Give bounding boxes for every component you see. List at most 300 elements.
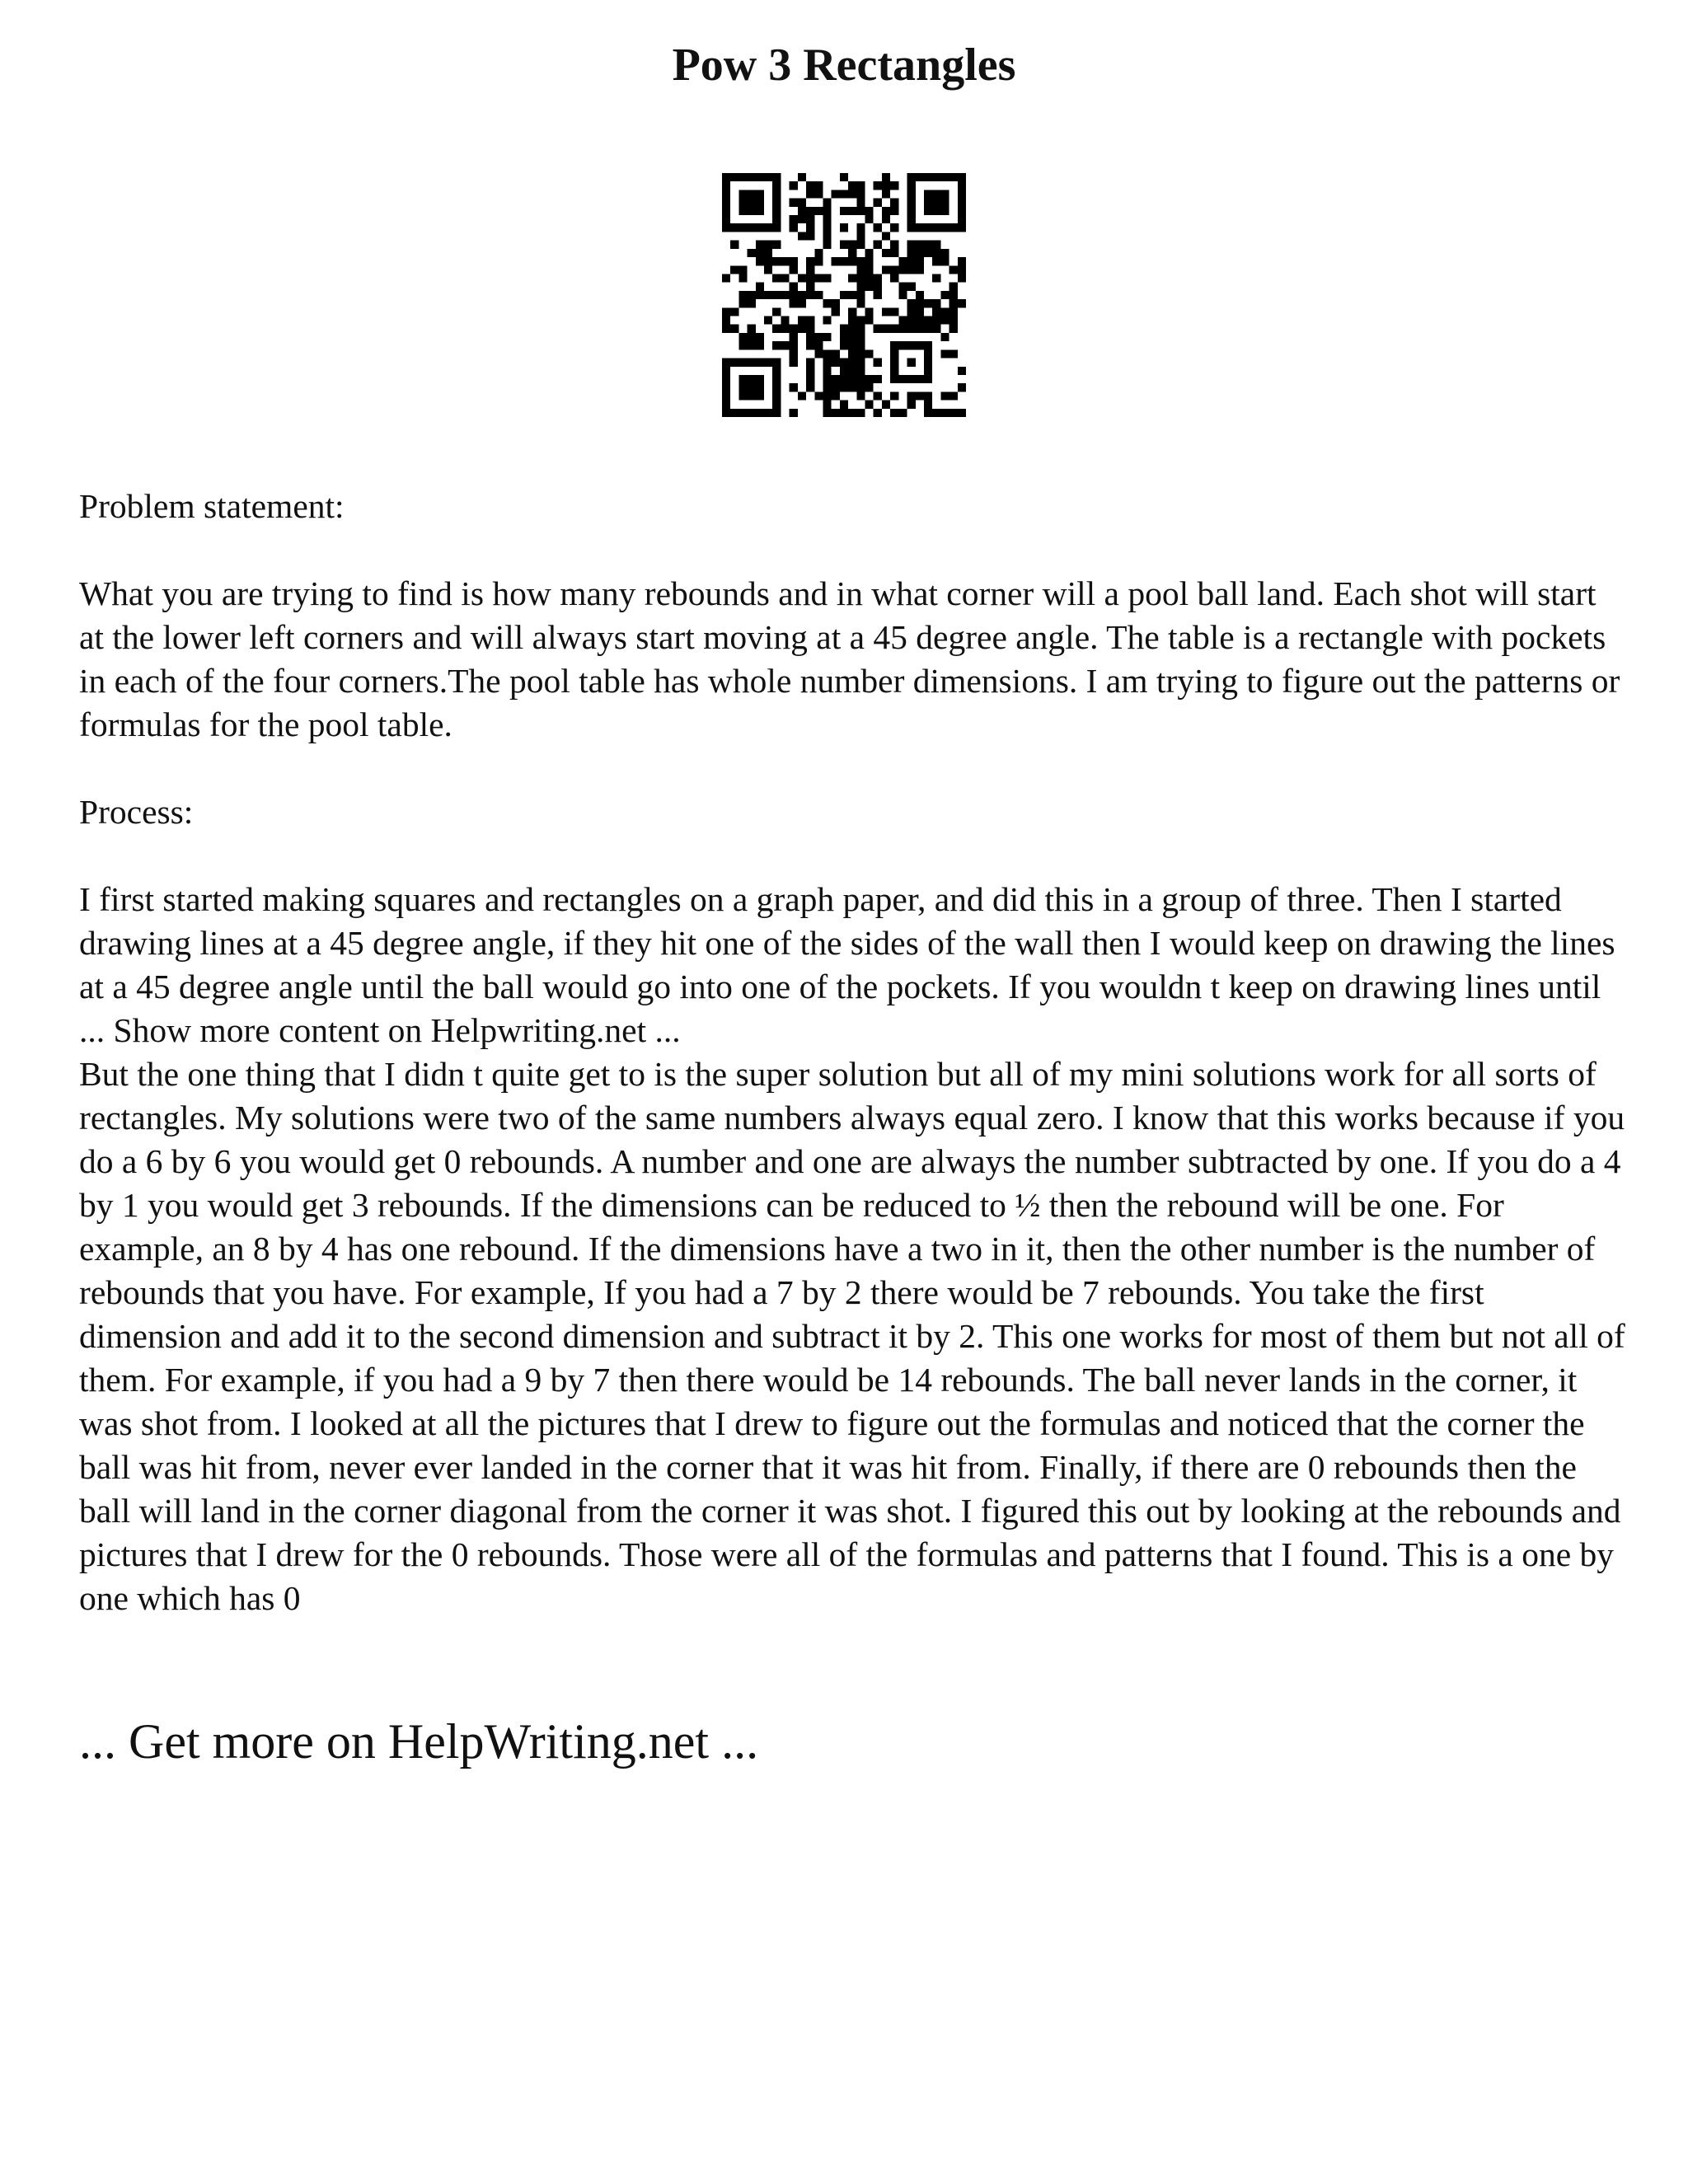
qr-module <box>848 257 856 265</box>
qr-module <box>924 409 932 417</box>
qr-module <box>722 173 730 232</box>
qr-module <box>823 391 831 400</box>
qr-module <box>950 299 958 307</box>
problem-statement-text: What you are trying to find is how many rebounds and in what corner will a pool ball land. Each shot will start at the lower left corners and will always start moving at a 45 degree angle. The table is a rectangle with pockets in each of the four corners.The pool table has whole number dimensions. I am trying to figure out the patterns or formulas for the pool table. <box>79 574 1620 743</box>
qr-module <box>848 249 856 257</box>
qr-module <box>940 409 949 417</box>
qr-module <box>840 409 848 417</box>
qr-module <box>890 223 898 232</box>
qr-module <box>806 223 814 232</box>
qr-module <box>790 341 798 349</box>
qr-module <box>772 291 781 299</box>
qr-module <box>848 307 856 316</box>
qr-module <box>738 333 747 341</box>
qr-module <box>958 173 966 232</box>
qr-module <box>840 223 848 232</box>
qr-module <box>848 375 856 383</box>
qr-module <box>856 299 865 307</box>
qr-module <box>890 249 898 257</box>
qr-module <box>748 325 756 333</box>
qr-module <box>874 375 882 383</box>
qr-module <box>916 325 924 333</box>
qr-module <box>882 181 890 190</box>
qr-module <box>865 249 874 257</box>
qr-module <box>932 307 940 316</box>
qr-module <box>781 316 789 325</box>
qr-module <box>790 283 798 291</box>
qr-module <box>840 367 848 375</box>
qr-module <box>950 307 958 316</box>
qr-module <box>916 299 924 307</box>
qr-module <box>890 274 898 282</box>
qr-module <box>798 391 806 400</box>
qr-module <box>798 299 806 307</box>
qr-module <box>890 341 898 383</box>
qr-module <box>856 223 865 232</box>
qr-module <box>790 333 798 341</box>
qr-module <box>856 199 865 207</box>
qr-module <box>814 257 823 265</box>
qr-module <box>764 265 772 274</box>
process-text: I first started making squares and rectangles on a graph paper, and did this in a group of three. Then I started drawing lines at a 45 degree angle, if they hit one of the sides of the wall then I would keep on drawing the lines at a 45 degree angle until the ball would go into one of the pockets. If you wouldn t keep on drawing lines until ... Show more content on Helpwriting.net ... <box>79 880 1615 1049</box>
qr-module <box>950 316 958 325</box>
qr-module <box>806 190 814 198</box>
qr-module <box>907 173 966 181</box>
qr-module <box>898 265 907 274</box>
qr-module <box>738 341 747 349</box>
qr-module <box>738 291 747 299</box>
qr-code-icon <box>722 173 966 417</box>
qr-module <box>890 307 898 316</box>
qr-module <box>806 274 814 282</box>
qr-module <box>940 307 949 316</box>
qr-module <box>764 241 772 249</box>
qr-module <box>848 367 856 375</box>
qr-module <box>907 316 916 325</box>
qr-module <box>823 375 831 383</box>
qr-module <box>806 359 814 367</box>
qr-module <box>907 265 916 274</box>
qr-module <box>756 249 764 257</box>
qr-module <box>874 409 882 417</box>
qr-module <box>790 349 798 358</box>
page-title: Pow 3 Rectangles <box>672 40 1016 91</box>
qr-module <box>950 409 958 417</box>
qr-module <box>856 257 865 265</box>
qr-module <box>790 325 798 333</box>
qr-module <box>730 241 738 249</box>
qr-module <box>890 199 898 207</box>
qr-module <box>848 359 856 367</box>
qr-module <box>730 265 738 274</box>
qr-module <box>856 325 865 333</box>
qr-module <box>882 325 890 333</box>
qr-module <box>890 409 898 417</box>
qr-module <box>823 274 831 282</box>
qr-module <box>958 257 966 265</box>
qr-module <box>823 401 831 409</box>
qr-module <box>865 207 874 215</box>
qr-module <box>722 223 781 232</box>
qr-module <box>932 257 940 265</box>
document-body <box>79 485 1629 1620</box>
qr-module <box>806 383 814 391</box>
qr-module <box>832 383 840 391</box>
qr-module <box>958 299 966 307</box>
qr-module <box>840 383 848 391</box>
qr-module <box>814 333 823 341</box>
qr-module <box>764 291 772 299</box>
qr-module <box>832 409 840 417</box>
qr-module <box>907 241 916 249</box>
qr-module <box>806 291 814 299</box>
qr-module <box>882 265 890 274</box>
qr-module <box>832 349 840 358</box>
qr-module <box>806 215 814 223</box>
qr-module <box>814 181 823 190</box>
qr-module <box>738 265 747 274</box>
qr-module <box>798 316 806 325</box>
qr-module <box>848 181 856 190</box>
qr-module <box>856 375 865 383</box>
qr-module <box>840 401 848 409</box>
qr-module <box>772 173 781 232</box>
qr-module <box>865 349 874 358</box>
qr-module <box>898 409 907 417</box>
qr-module <box>890 265 898 274</box>
qr-module <box>848 325 856 333</box>
qr-module <box>924 316 932 325</box>
qr-module <box>874 181 882 190</box>
qr-module <box>806 375 814 383</box>
qr-module <box>790 215 798 223</box>
paragraph-gap <box>79 528 1629 572</box>
qr-module <box>865 215 874 223</box>
qr-module <box>823 215 831 223</box>
qr-module <box>856 181 865 190</box>
qr-module <box>916 257 924 265</box>
qr-module <box>840 325 848 333</box>
qr-module <box>856 190 865 198</box>
qr-module <box>806 265 814 274</box>
qr-module <box>916 265 924 274</box>
qr-module <box>814 249 823 257</box>
qr-module <box>950 265 958 274</box>
qr-module <box>874 223 882 232</box>
qr-module <box>823 359 831 367</box>
qr-module <box>840 257 848 265</box>
qr-module <box>924 299 932 307</box>
paragraph-gap <box>79 834 1629 878</box>
qr-module <box>790 409 798 417</box>
qr-module <box>856 232 865 240</box>
paragraph-gap <box>79 747 1629 790</box>
qr-module <box>865 307 874 316</box>
qr-module <box>856 291 865 299</box>
qr-module <box>823 199 831 207</box>
qr-module <box>848 341 856 349</box>
qr-module <box>823 232 831 240</box>
qr-module <box>950 325 958 333</box>
qr-module <box>856 349 865 358</box>
qr-module <box>848 316 856 325</box>
qr-module <box>874 325 882 333</box>
qr-module <box>798 232 806 240</box>
qr-module <box>756 341 764 349</box>
qr-module <box>738 299 747 307</box>
qr-module <box>907 223 966 232</box>
qr-module <box>940 391 949 400</box>
qr-module <box>907 257 916 265</box>
qr-module <box>738 375 764 401</box>
qr-module <box>781 257 789 265</box>
qr-module <box>856 207 865 215</box>
qr-module <box>840 359 848 367</box>
qr-module <box>722 274 730 282</box>
qr-module <box>790 223 798 232</box>
qr-module <box>882 307 890 316</box>
qr-module <box>916 316 924 325</box>
qr-module <box>874 291 882 299</box>
qr-module <box>940 349 949 358</box>
qr-module <box>806 316 814 325</box>
qr-module <box>882 207 890 215</box>
qr-module <box>882 190 890 198</box>
qr-module <box>856 383 865 391</box>
qr-module <box>790 383 798 391</box>
qr-module <box>907 391 916 400</box>
qr-module <box>823 333 831 341</box>
qr-module <box>790 257 798 265</box>
qr-module <box>874 391 882 400</box>
qr-module <box>907 325 916 333</box>
qr-module <box>840 190 848 198</box>
qr-module <box>848 291 856 299</box>
qr-module <box>764 316 772 325</box>
qr-module <box>806 367 814 375</box>
qr-module <box>874 199 882 207</box>
qr-module <box>856 283 865 291</box>
qr-module <box>856 333 865 341</box>
qr-module <box>950 291 958 299</box>
qr-module <box>924 341 932 383</box>
qr-module <box>958 409 966 417</box>
qr-module <box>790 291 798 299</box>
qr-module <box>874 283 882 291</box>
qr-module <box>907 299 916 307</box>
qr-module <box>932 249 940 257</box>
qr-module <box>790 299 798 307</box>
qr-module <box>848 274 856 282</box>
qr-module <box>882 215 890 223</box>
qr-module <box>814 291 823 299</box>
qr-module <box>848 190 856 198</box>
qr-module <box>924 401 932 409</box>
qr-module <box>865 383 874 391</box>
qr-module <box>932 299 940 307</box>
qr-module <box>840 207 848 215</box>
qr-module <box>730 325 738 333</box>
qr-module <box>823 349 831 358</box>
qr-module <box>781 325 789 333</box>
qr-module <box>958 367 966 375</box>
qr-module <box>898 283 907 291</box>
qr-module <box>832 375 840 383</box>
qr-module <box>781 341 789 349</box>
qr-module <box>865 401 874 409</box>
qr-module <box>865 257 874 265</box>
qr-module <box>865 265 874 274</box>
qr-module <box>907 249 916 257</box>
qr-module <box>790 199 798 207</box>
qr-module <box>790 181 798 190</box>
qr-module <box>856 391 865 400</box>
qr-module <box>748 291 756 299</box>
qr-module <box>823 316 831 325</box>
qr-module <box>907 307 916 316</box>
qr-module <box>722 359 781 367</box>
qr-module <box>924 325 932 333</box>
qr-module <box>722 409 781 417</box>
qr-module <box>823 367 831 375</box>
qr-module <box>756 283 764 291</box>
qr-module <box>748 333 756 341</box>
qr-module <box>772 307 781 316</box>
qr-module <box>722 325 730 333</box>
qr-module <box>806 181 814 190</box>
solutions-text: But the one thing that I didn t quite get to is the super solution but all of my mini solutions work for all sorts of rectangles. My solutions were two of the same numbers always equal zero. I know that this works because if you do a 6 by 6 you would get 0 rebounds. A number and one are always the number subtracted by one. If you do a 4 by 1 you would get 3 rebounds. If the dimensions can be reduced to ½ then the rebound will be one. For example, an 8 by 4 has one rebound. If the dimensions have a two in it, then the other number is the number of rebounds that you have. For example, If you had a 7 by 2 there would be 7 rebounds. You take the first dimension and add it to the second dimension and subtract it by 2. This one works for most of them but not all of them. For example, if you had a 9 by 7 then there would be 14 rebounds. The ball never lands in the corner, it was shot from. I looked at all the pictures that I drew to figure out the formulas and noticed that the corner the ball was hit from, never ever landed in the corner that it was hit from. Finally, if there are 0 rebounds then the ball will land in the corner diagonal from the corner it was shot. I figured this out by looking at the rebounds and pictures that I drew for the 0 rebounds. Those were all of the formulas and patterns that I found. This is a one by one which has 0 <box>79 1055 1625 1617</box>
qr-module <box>814 207 823 215</box>
qr-module <box>722 316 730 325</box>
qr-module <box>882 173 890 181</box>
qr-module <box>940 249 949 257</box>
qr-module <box>730 307 738 316</box>
qr-module <box>823 241 831 249</box>
qr-module <box>832 257 840 265</box>
qr-module <box>882 249 890 257</box>
qr-module <box>764 257 772 265</box>
qr-module <box>738 274 747 282</box>
qr-module <box>823 223 831 232</box>
qr-module <box>865 283 874 291</box>
get-more-link[interactable]: ... Get more on HelpWriting.net ... <box>79 1714 759 1769</box>
qr-module <box>814 349 823 358</box>
qr-module <box>940 291 949 299</box>
qr-module <box>958 274 966 282</box>
qr-module <box>856 316 865 325</box>
process-heading: Process: <box>79 793 194 831</box>
qr-module <box>798 207 806 215</box>
qr-module <box>856 265 865 274</box>
qr-module <box>806 333 814 341</box>
qr-module <box>856 367 865 375</box>
qr-module <box>840 241 848 249</box>
qr-module <box>932 316 940 325</box>
qr-module <box>898 257 907 265</box>
qr-module <box>798 274 806 282</box>
qr-module <box>848 383 856 391</box>
qr-module <box>798 173 806 181</box>
qr-module <box>840 375 848 383</box>
qr-module <box>916 249 924 257</box>
qr-module <box>890 181 898 190</box>
qr-module <box>814 274 823 282</box>
qr-module <box>940 333 949 341</box>
qr-module <box>738 190 764 215</box>
qr-module <box>840 173 848 181</box>
qr-module <box>890 325 898 333</box>
qr-module <box>874 274 882 282</box>
qr-module <box>781 291 789 299</box>
qr-module <box>940 316 949 325</box>
qr-module <box>832 190 840 198</box>
qr-module <box>823 409 831 417</box>
qr-module <box>907 359 916 367</box>
qr-module <box>898 316 907 325</box>
qr-module <box>950 391 958 400</box>
qr-module <box>790 265 798 274</box>
qr-module <box>764 249 772 257</box>
qr-module <box>848 333 856 341</box>
qr-module <box>916 391 924 400</box>
qr-module <box>916 307 924 316</box>
qr-module <box>848 349 856 358</box>
qr-module <box>924 190 950 215</box>
qr-module <box>890 207 898 215</box>
qr-module <box>856 359 865 367</box>
qr-module <box>932 241 940 249</box>
qr-module <box>907 173 916 232</box>
qr-module <box>722 173 781 181</box>
qr-module <box>772 359 781 417</box>
qr-module <box>848 207 856 215</box>
qr-module <box>865 375 874 383</box>
qr-module <box>748 341 756 349</box>
qr-module <box>832 359 840 367</box>
qr-module <box>924 241 932 249</box>
qr-module <box>806 283 814 291</box>
qr-module <box>898 325 907 333</box>
qr-module <box>848 409 856 417</box>
qr-module <box>772 341 781 349</box>
qr-module <box>748 299 756 307</box>
qr-module <box>756 241 764 249</box>
qr-module <box>722 307 730 316</box>
qr-module <box>806 341 814 349</box>
qr-module <box>832 307 840 316</box>
qr-module <box>748 249 756 257</box>
qr-module <box>916 291 924 299</box>
qr-module <box>924 391 932 400</box>
qr-module <box>856 274 865 282</box>
qr-module <box>882 401 890 409</box>
qr-module <box>890 241 898 249</box>
qr-module <box>772 257 781 265</box>
qr-module <box>806 325 814 333</box>
qr-module <box>874 241 882 249</box>
qr-module <box>772 325 781 333</box>
qr-module <box>781 274 789 282</box>
qr-module <box>950 283 958 291</box>
qr-module <box>814 341 823 349</box>
qr-module <box>848 241 856 249</box>
qr-module <box>907 401 916 409</box>
qr-module <box>772 274 781 282</box>
qr-module <box>958 265 966 274</box>
problem-statement-heading: Problem statement: <box>79 487 345 525</box>
qr-module <box>874 359 882 367</box>
qr-module <box>798 215 806 223</box>
